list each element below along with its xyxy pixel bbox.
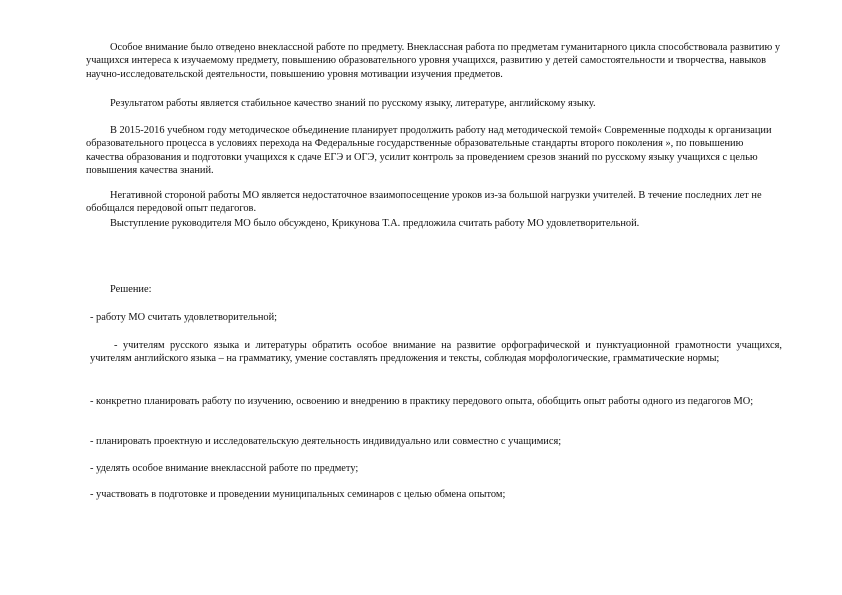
decision-item: - работу МО считать удовлетворительной; bbox=[90, 312, 278, 323]
decision-item: - уделять особое внимание внеклассной работе по предмету; bbox=[90, 463, 359, 474]
decision-item: - учителям русского языка и литературы обратить особое внимание на развитие орфографической и пунктуационной грамотности учащихся, учителям английского языка – на грамматику, умение составлять предложения и тексты, соблюдая морфологические, грамматические нормы; bbox=[90, 340, 782, 365]
paragraph-plans: В 2015-2016 учебном году методическое объединение планирует продолжить работу над методической темой« Современные подходы к организации образовательного процесса в условиях перехода на Федеральные государственные образовательные стандарты второго поколения », по повышению качества образования и подготовки учащихся к сдаче ЕГЭ и ОГЭ, усилит контроль за проведением срезов знаний по русскому языку учащихся с целью повышения качества знаний. bbox=[86, 125, 772, 176]
decision-item: - планировать проектную и исследовательскую деятельность индивидуально или совместно с учащимися; bbox=[90, 436, 562, 447]
paragraph-speech: Выступление руководителя МО было обсуждено, Крикунова Т.А. предложила считать работу МО удовлетворительной. bbox=[110, 218, 640, 229]
decision-item: - участвовать в подготовке и проведении муниципальных семинаров с целью обмена опытом; bbox=[90, 489, 506, 500]
paragraph-negative: Негативной стороной работы МО является недостаточное взаимопосещение уроков из-за большой нагрузки учителей. В течение последних лет не обобщался передовой опыт педагогов. bbox=[86, 190, 762, 215]
paragraph-extracurricular: Особое внимание было отведено внеклассной работе по предмету. Внеклассная работа по предметам гуманитарного цикла способствовала развитию у учащихся интереса к изучаемому предмету, повышению образовательного уровня учащихся, развитию у детей самостоятельности и творчества, навыков научно-исследовательской деятельности, повышению уровня мотивации изучения предметов. bbox=[86, 42, 781, 80]
decision-heading: Решение: bbox=[110, 284, 152, 295]
paragraph-results: Результатом работы является стабильное качество знаний по русскому языку, литературе, английскому языку. bbox=[110, 98, 596, 109]
decision-item: - конкретно планировать работу по изучению, освоению и внедрению в практику передового опыта, обобщить опыт работы одного из педагогов МО; bbox=[90, 396, 754, 407]
